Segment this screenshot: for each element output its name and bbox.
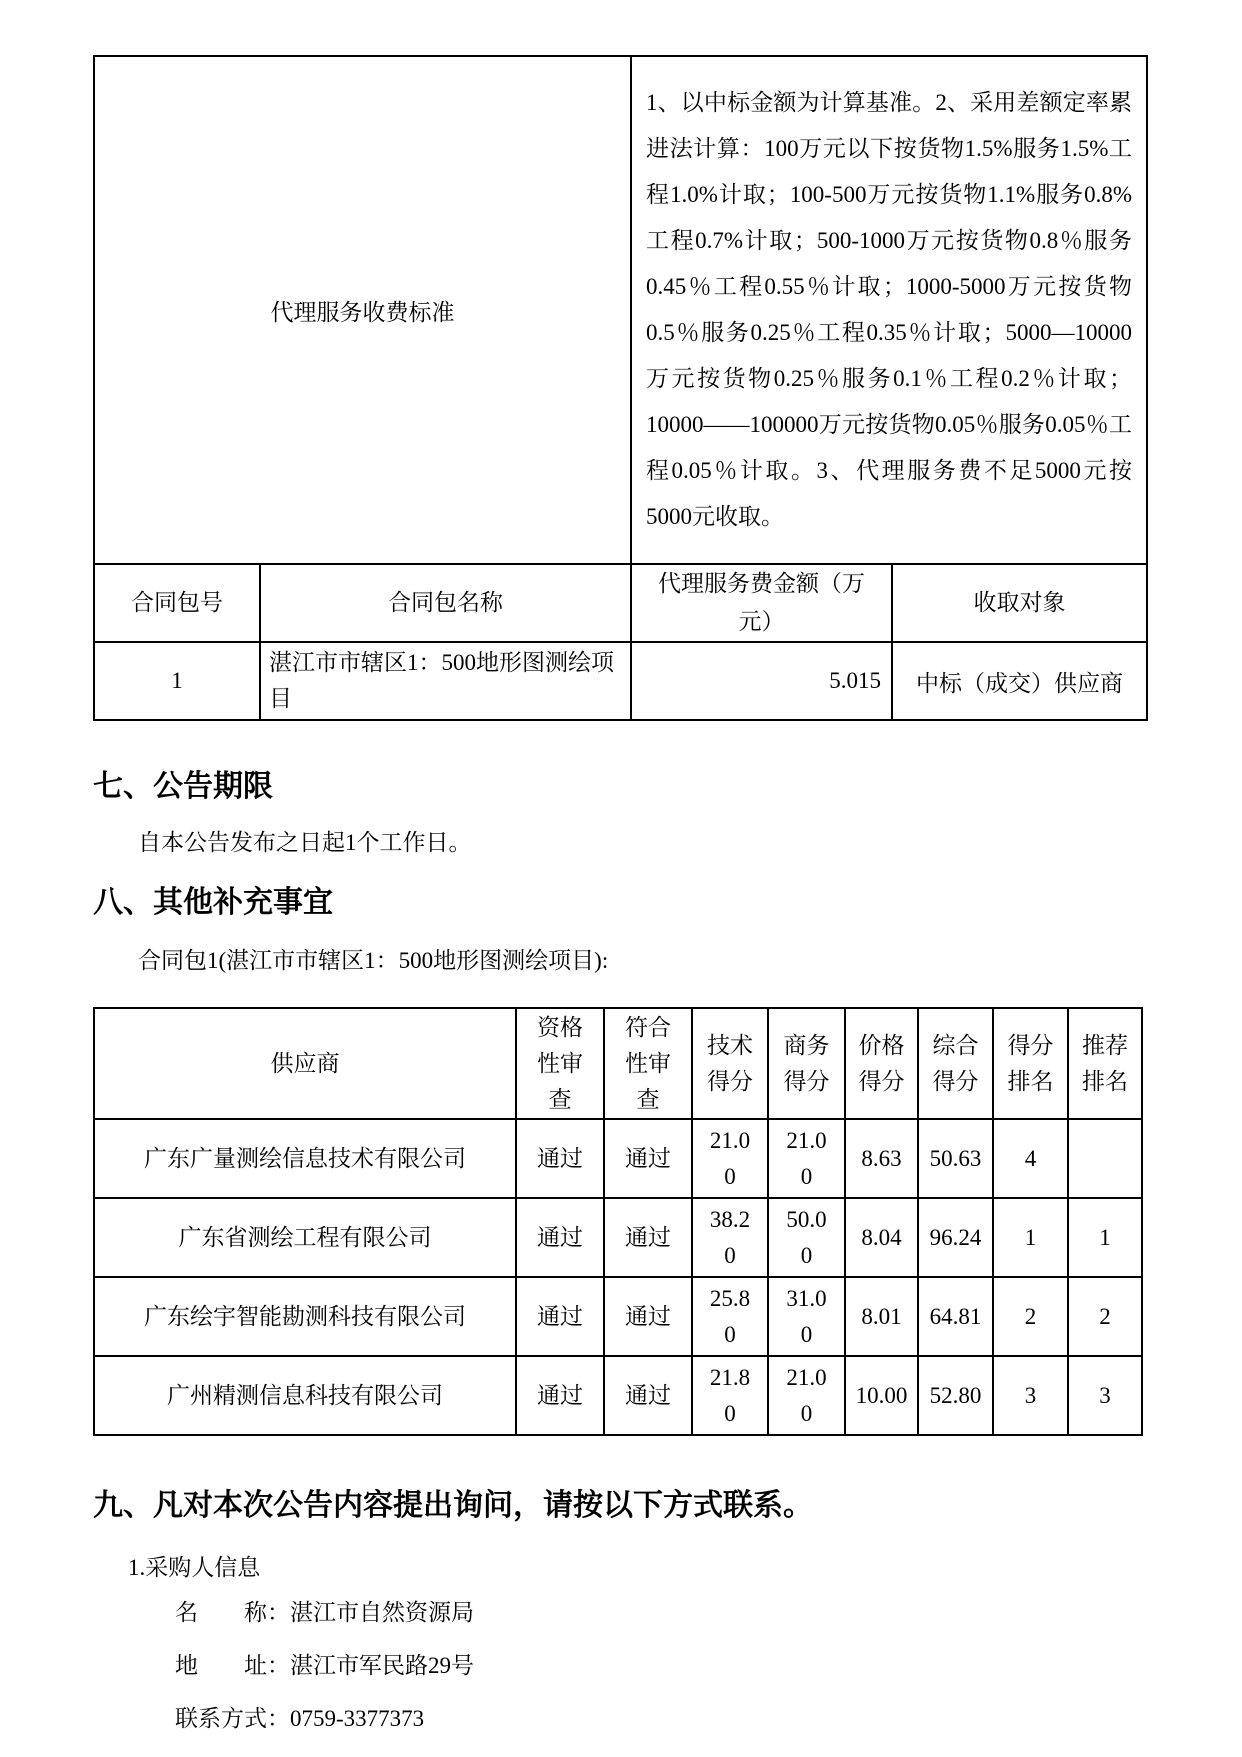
document-content (93, 55, 1146, 1757)
score-rank-value: 1 (993, 1198, 1068, 1277)
section-7-body: 自本公告发布之日起1个工作日。 (138, 830, 472, 855)
conformity-review-value: 通过 (604, 1277, 692, 1356)
biz-score-value (768, 1356, 845, 1435)
conformity-review-value: 通过 (604, 1119, 692, 1198)
column-header-tech-score: 技术得分 (692, 1008, 768, 1119)
contract-package-row (94, 642, 1147, 720)
fee-standard-description: 1、以中标金额为计算基准。2、采用差额定率累进法计算：100万元以下按货物1.5%服务1.5%工程1.0%计取；100-500万元按货物1.1%服务0.8%工程0.7%计取；500-1000万元按货物0.8％服务0.45％工程0.55％计取；1000-5000万元按货物0.5％服务0.25％工程0.35％计取；5000—10000万元按货物0.25％服务0.1％工程0.2％计取；10000——100000万元按货物0.05％服务0.05％工程0.05％计取。3、代理服务费不足5000元按5000元收取。 (631, 56, 1147, 564)
biz-score-value (768, 1277, 845, 1356)
section-8-title: 八、其他补充事宜 (93, 886, 333, 919)
tech-score-text: 25.80 (709, 1285, 751, 1347)
column-header-fee-amount: 代理服务费金额（万元） (631, 564, 892, 642)
biz-score-value (768, 1119, 845, 1198)
recommend-rank-value: 1 (1068, 1198, 1142, 1277)
supplier-name: 广东广量测绘信息技术有限公司 (94, 1119, 516, 1198)
purchaser-phone-value: 0759-3377373 (290, 1706, 425, 1731)
score-table-header-row (94, 1008, 1142, 1119)
qualification-review-value: 通过 (516, 1356, 604, 1435)
tech-score-text: 21.80 (709, 1364, 751, 1426)
fee-standard-row (94, 56, 1147, 564)
supplier-name: 广东绘宇智能勘测科技有限公司 (94, 1277, 516, 1356)
package-name-value: 湛江市市辖区1：500地形图测绘项目 (260, 642, 631, 720)
score-rank-value: 4 (993, 1119, 1068, 1198)
fee-amount-value: 5.015 (631, 642, 892, 720)
total-score-value: 50.63 (918, 1119, 993, 1198)
conformity-review-value: 通过 (604, 1356, 692, 1435)
qualification-review-value: 通过 (516, 1277, 604, 1356)
price-score-value: 8.01 (845, 1277, 918, 1356)
purchaser-name-value: 湛江市自然资源局 (290, 1600, 474, 1625)
recommend-rank-value: 3 (1068, 1356, 1142, 1435)
column-header-score-rank: 得分排名 (993, 1008, 1068, 1119)
purchaser-info-heading: 1.采购人信息 (128, 1555, 261, 1580)
fee-standard-label: 代理服务收费标准 (94, 56, 631, 564)
column-header-supplier: 供应商 (94, 1008, 516, 1119)
biz-score-text: 31.00 (786, 1285, 827, 1347)
section-9-title: 九、凡对本次公告内容提出询问，请按以下方式联系。 (93, 1489, 813, 1522)
qualification-review-value: 通过 (516, 1198, 604, 1277)
column-header-package-name: 合同包名称 (260, 564, 631, 642)
recommend-rank-value: 2 (1068, 1277, 1142, 1356)
qualification-review-value: 通过 (516, 1119, 604, 1198)
total-score-value: 52.80 (918, 1356, 993, 1435)
tech-score-value (692, 1356, 768, 1435)
price-score-value: 10.00 (845, 1356, 918, 1435)
table-row (94, 1277, 1142, 1356)
fee-standard-table (93, 55, 1148, 721)
biz-score-text: 50.00 (786, 1206, 827, 1268)
recommend-rank-value (1068, 1119, 1142, 1198)
table-row (94, 1119, 1142, 1198)
purchaser-address-label: 地 址： (175, 1653, 290, 1678)
score-rank-value: 2 (993, 1277, 1068, 1356)
column-header-qualification-review: 资格性审查 (516, 1008, 604, 1119)
supplier-score-table (93, 1007, 1143, 1436)
contract-package-header-row (94, 564, 1147, 642)
conformity-review-value: 通过 (604, 1198, 692, 1277)
charge-target-value: 中标（成交）供应商 (892, 642, 1147, 720)
column-header-price-score: 价格得分 (845, 1008, 918, 1119)
column-header-conformity-review: 符合性审查 (604, 1008, 692, 1119)
column-header-biz-score: 商务得分 (768, 1008, 845, 1119)
total-score-value: 64.81 (918, 1277, 993, 1356)
biz-score-text: 21.00 (786, 1364, 827, 1426)
table-row (94, 1356, 1142, 1435)
supplier-name: 广州精测信息科技有限公司 (94, 1356, 516, 1435)
biz-score-text: 21.00 (786, 1127, 827, 1189)
section-7-title: 七、公告期限 (93, 770, 273, 803)
score-rank-value: 3 (993, 1356, 1068, 1435)
purchaser-address-value: 湛江市军民路29号 (290, 1653, 474, 1678)
purchaser-phone-label: 联系方式： (175, 1706, 290, 1731)
column-header-total-score: 综合得分 (918, 1008, 993, 1119)
purchaser-name-label: 名 称： (175, 1600, 290, 1625)
price-score-value: 8.04 (845, 1198, 918, 1277)
purchaser-name-line (93, 1598, 1146, 1628)
supplier-name: 广东省测绘工程有限公司 (94, 1198, 516, 1277)
package-no-value: 1 (94, 642, 260, 720)
purchaser-address-line (93, 1651, 1146, 1681)
column-header-package-no: 合同包号 (94, 564, 260, 642)
price-score-value: 8.63 (845, 1119, 918, 1198)
purchaser-phone-line (93, 1704, 1146, 1734)
biz-score-value (768, 1198, 845, 1277)
tech-score-value (692, 1119, 768, 1198)
tech-score-text: 38.20 (709, 1206, 751, 1268)
total-score-value: 96.24 (918, 1198, 993, 1277)
table-row (94, 1198, 1142, 1277)
tech-score-value (692, 1198, 768, 1277)
section-8-body: 合同包1(湛江市市辖区1：500地形图测绘项目): (138, 948, 609, 973)
tech-score-text: 21.00 (709, 1127, 751, 1189)
tech-score-value (692, 1277, 768, 1356)
column-header-charge-target: 收取对象 (892, 564, 1147, 642)
column-header-recommend-rank: 推荐排名 (1068, 1008, 1142, 1119)
